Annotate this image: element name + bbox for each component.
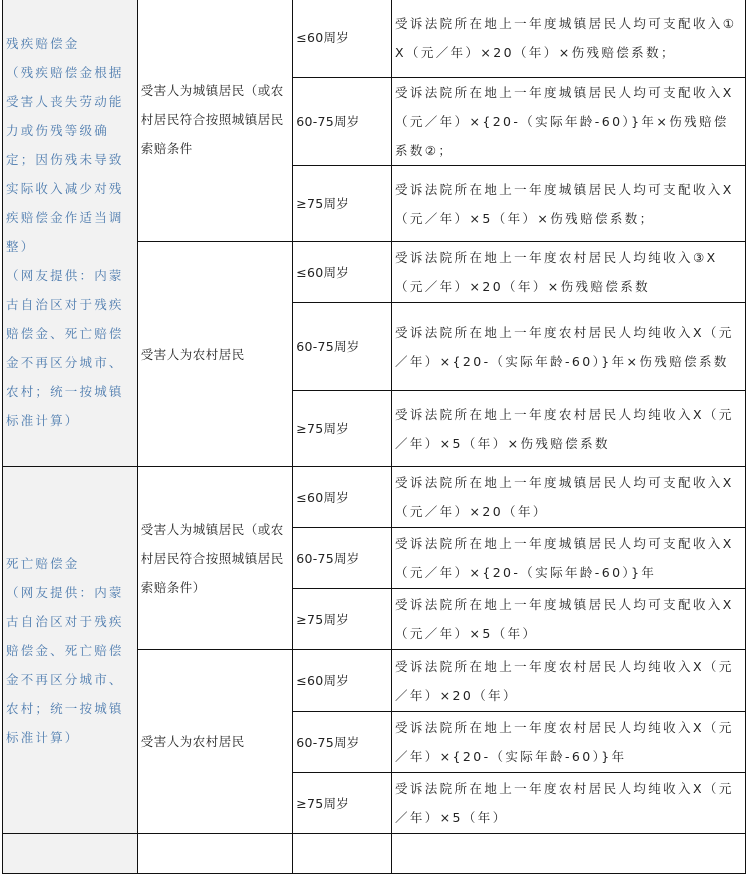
age-range-cell: ≥75周岁 [293, 391, 392, 467]
table-row [3, 467, 746, 528]
formula-cell: 受诉法院所在地上一年度城镇居民人均可支配收入X（元／年）×{20-（实际年龄-60）}年 [391, 528, 745, 589]
age-range-cell: ≥75周岁 [293, 166, 392, 242]
age-range-cell: ≤60周岁 [293, 650, 392, 712]
age-range-cell: 60-75周岁 [293, 78, 392, 166]
category-note: （残疾赔偿金根据受害人丧失劳动能力或伤残等级确定；因伤残未导致实际收入减少对残疾赔偿金作适当调整） [6, 65, 124, 254]
age-range-cell: ≤60周岁 [293, 242, 392, 303]
table-row-next [3, 834, 746, 874]
victim-cell-next [137, 834, 292, 874]
age-range-cell: 60-75周岁 [293, 712, 392, 773]
formula-cell: 受诉法院所在地上一年度农村居民人均纯收入X（元／年）×5（年）×伤残赔偿系数 [391, 391, 745, 467]
category-cell-death [3, 467, 138, 834]
compensation-table [2, 0, 746, 874]
age-cell-next [293, 834, 392, 874]
victim-type-cell: 受害人为城镇居民（或农村居民符合按照城镇居民索赔条件） [137, 467, 292, 650]
category-title: 死亡赔偿金 [6, 555, 80, 571]
age-range-cell: ≤60周岁 [293, 467, 392, 528]
category-title: 残疾赔偿金 [6, 36, 80, 51]
victim-type-cell: 受害人为农村居民 [137, 650, 292, 834]
age-range-cell: 60-75周岁 [293, 303, 392, 391]
category-cell-next [3, 834, 138, 874]
category-cell-disability [3, 0, 138, 467]
table-row [3, 0, 746, 78]
formula-cell: 受诉法院所在地上一年度农村居民人均纯收入X（元／年）×5（年） [391, 773, 745, 834]
formula-cell-next [391, 834, 745, 874]
formula-cell: 受诉法院所在地上一年度城镇居民人均可支配收入X（元／年）×5（年）×伤残赔偿系数； [391, 166, 745, 242]
formula-cell: 受诉法院所在地上一年度农村居民人均纯收入③X（元／年）×20（年）×伤残赔偿系数 [391, 242, 745, 303]
age-range-cell: ≥75周岁 [293, 589, 392, 650]
age-range-cell: ≥75周岁 [293, 773, 392, 834]
category-note: （网友提供：内蒙古自治区对于残疾赔偿金、死亡赔偿金不再区分城市、农村；统一按城镇标准计算） [6, 584, 124, 745]
formula-cell: 受诉法院所在地上一年度农村居民人均纯收入X（元／年）×20（年） [391, 650, 745, 712]
victim-type-cell: 受害人为城镇居民（或农村居民符合按照城镇居民索赔条件 [137, 0, 292, 242]
age-range-cell: 60-75周岁 [293, 528, 392, 589]
formula-cell: 受诉法院所在地上一年度农村居民人均纯收入X（元／年）×{20-（实际年龄-60）}年×伤残赔偿系数 [391, 303, 745, 391]
age-range-cell: ≤60周岁 [293, 0, 392, 78]
formula-cell: 受诉法院所在地上一年度农村居民人均纯收入X（元／年）×{20-（实际年龄-60）}年 [391, 712, 745, 773]
category-note: （网友提供：内蒙古自治区对于残疾赔偿金、死亡赔偿金不再区分城市、农村；统一按城镇标准计算） [6, 268, 124, 428]
formula-cell: 受诉法院所在地上一年度城镇居民人均可支配收入①X（元／年）×20（年）×伤残赔偿系数； [391, 0, 745, 78]
formula-cell: 受诉法院所在地上一年度城镇居民人均可支配收入X（元／年）×5（年） [391, 589, 745, 650]
victim-type-cell: 受害人为农村居民 [137, 242, 292, 467]
formula-cell: 受诉法院所在地上一年度城镇居民人均可支配收入X（元／年）×{20-（实际年龄-60）}年×伤残赔偿系数②； [391, 78, 745, 166]
formula-cell: 受诉法院所在地上一年度城镇居民人均可支配收入X（元／年）×20（年） [391, 467, 745, 528]
